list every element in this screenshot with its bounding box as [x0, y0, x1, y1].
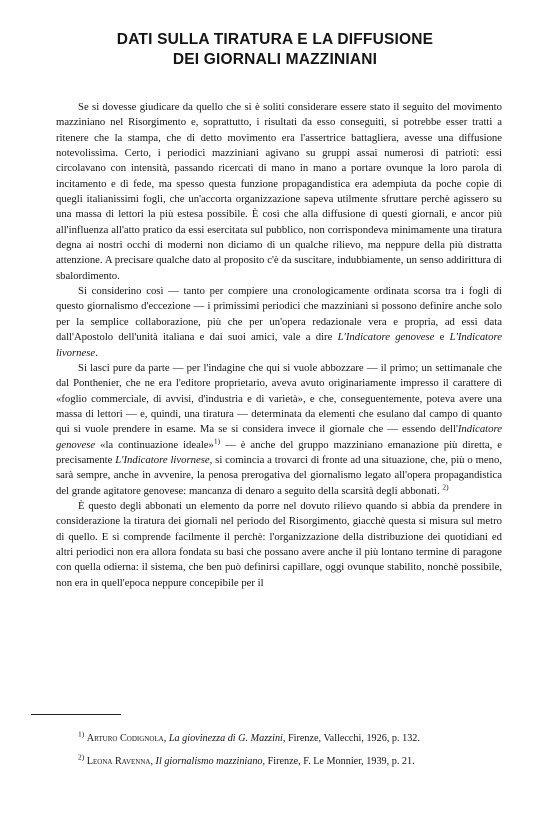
footnote-2-separator: , [150, 756, 156, 767]
footnote-2-author: Leona Ravenna [86, 756, 151, 767]
paragraph-2-text-a: Si considerino così — tanto per compiere una cronologicamente ordinata scorsa tra i fogli di questo giornalismo d'eccezione — i primissimi periodici che mazziniani si possono definire anche solo per la semplice collaborazione, più che per un'opera redazionale vera e propria, ad essi data dall'Apostolo dell'unità italiana e dai suoi amici, vale a dire [56, 285, 502, 344]
paragraph-4: È questo degli abbonati un elemento da porre nel dovuto rilievo quando si abbia da prendere in considerazione la tiratura dei giornali nel periodo del Risorgimento, giacchè questa si misura sul metro di quello. E si comprende facilmente il perchè: l'organizzazione della distribuzione dei quotidiani ed altri periodici non era allora fondata su basi che possano avere anche il più lontano termine di paragone con quella odierna: il sistema, che ben può definirsi capillare, oggi ovunque stabilito, nonchè possibile, non era in quell'epoca neppure concepibile per il [56, 499, 502, 589]
paragraph-2 [56, 284, 502, 361]
paragraph-2-italic-1: L'Indicatore genovese [337, 331, 435, 344]
paragraph-3-italic-2: L'Indicatore livornese [115, 453, 210, 466]
footnote-divider [31, 714, 121, 715]
footnote-1-title: La giovinezza di G. Mazzini [168, 733, 283, 744]
paragraph-3-text-a: Si lasci pure da parte — per l'indagine che qui si vuole abbozzare — il primo; un settimanale che dal Ponthenier, che ne era l'editore proprietario, aveva avuto originariamente impresso il carattere di «foglio commerciale, di avvisi, d'industria e di varietà», e che, conseguentemente, poteva avere una massa di lettori — e, quindi, una tiratura — determinata da elementi che esulano dal campo di quanto qui si vuole prendere in esame. Ma se si considera invece il giornale che — essendo dell' [56, 361, 502, 436]
paragraph-3-text-b: «la continuazione ideale» [95, 438, 214, 451]
footnote-2 [56, 754, 502, 769]
title-line-2: DEI GIORNALI MAZZINIANI [172, 51, 378, 68]
paragraph-1: Se si dovesse giudicare da quello che si è soliti considerare essere stato il seguito del movimento mazziniano nel Risorgimento e, soprattutto, i risultati da esso conseguiti, si potrebbe esser tratti a ritenere che la stampa, che di detto movimento era l'assertrice battagliera, avesse una diffusione notevolissima. Certo, i periodici mazziniani agivano su gruppi assai numerosi di patrioti: essi circolavano con intensità, passando ricercati di mano in mano a portare ovunque la loro parola di incitamento e di fede, ma spesso questa funzione propagandistica era adempiuta da poche copie di quegli italianissimi fogli, che un'accorta organizzazione sapeva utilmente sfruttare perchè agissero su una massa di lettori la più estesa possibile. È così che alla diffusione di questi giornali, e ancor più all'influenza all'atto pratico da essi esercitata sul pubblico, non corrispondeva minimamente una tiratura degna ai nostri occhi di moderni non diciamo di un qualche rilievo, ma neppure della più distratta attenzione. A precisare qualche dato al proposito c'è da suscitare, indubbiamente, un senso addirittura di sbalordimento. [56, 101, 502, 282]
footnote-2-details: , Firenze, F. Le Monnier, 1939, p. 21. [262, 756, 415, 767]
paragraph-2-italic-2: L'Indicatore livornese [56, 331, 502, 359]
footnotes [56, 731, 502, 777]
footnote-2-title: Il giornalismo mazziniano [155, 756, 263, 767]
paragraph-2-text-b: e [434, 331, 450, 344]
body-text [56, 100, 502, 591]
paragraph-3-italic-1: Indicatore genovese [56, 423, 502, 451]
footnote-1 [56, 731, 502, 746]
paragraph-3-text-d: , si comincia a trovarci di fronte ad una situazione, che, più o meno, sarà sempre, anche in avvenire, la penosa prerogativa del giornalismo legato all'opera propagandistica del grande agitatore genovese: mancanza di denaro a seguito della scarsità degli abbonati. [56, 453, 502, 497]
paragraph-2-text-c: . [95, 346, 98, 359]
footnote-ref-1[interactable]: 1) [213, 436, 221, 445]
footnote-1-author: Arturo Codignola [86, 733, 164, 744]
footnote-1-details: , Firenze, Vallecchi, 1926, p. 132. [282, 733, 420, 744]
footnote-2-number: 2) [78, 752, 85, 762]
footnote-1-number: 1) [78, 729, 85, 739]
paragraph-3 [56, 361, 502, 499]
title-line-1: DATI SULLA TIRATURA E LA DIFFUSIONE [116, 31, 434, 48]
page-title [0, 30, 550, 70]
footnote-ref-2[interactable]: 2) [442, 482, 449, 492]
paragraph-3-text-c: — è anche del gruppo mazziniano emanazione più diretta, e precisamente [56, 438, 503, 466]
footnote-1-separator: , [163, 733, 169, 744]
